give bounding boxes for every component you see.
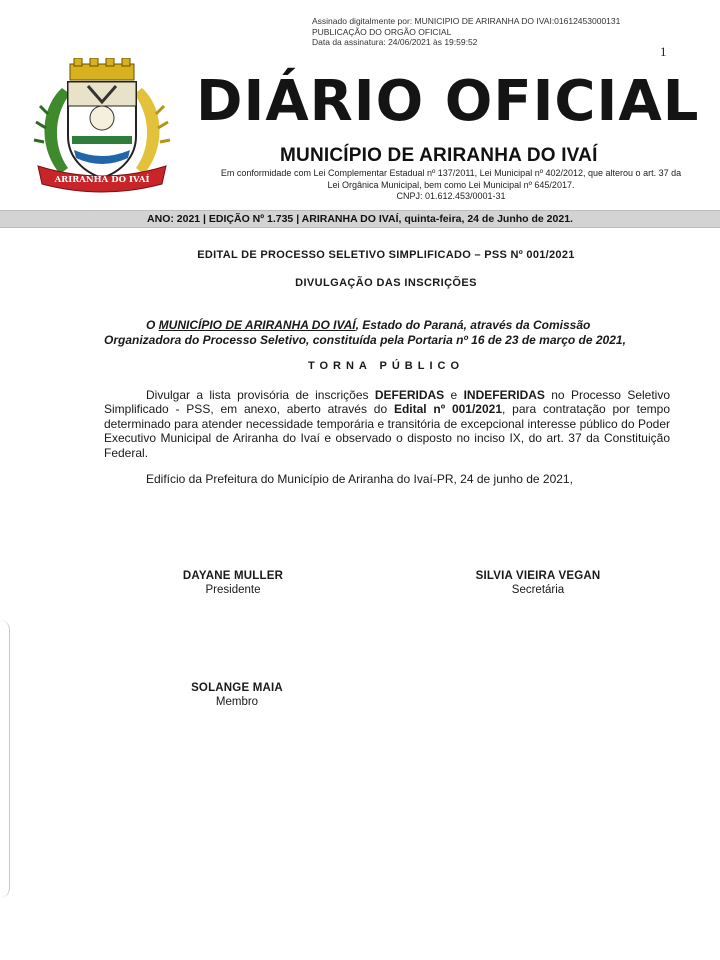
municipality-name: MUNICÍPIO DE ARIRANHA DO IVAÍ [280,145,598,166]
masthead-title: DIÁRIO OFICIAL [196,69,700,134]
signature-line-3: Data da assinatura: 24/06/2021 às 19:59:52 [312,37,478,47]
page-number: 1 [660,44,667,59]
body-edital-ref: Edital nº 001/2021 [393,402,502,417]
signer-name: DAYANE MULLER [182,570,284,582]
signer-role: Secretária [511,584,565,596]
edition-ribbon: ANO: 2021 | EDIÇÃO Nº 1.735 | ARIRANHA DO IVAÍ, quinta-feira, 24 de Junho de 2021. [0,210,720,228]
digital-signature-block [312,16,620,48]
body-text-2: e [444,388,464,402]
body-indeferidas: INDEFERIDAS [463,388,545,402]
municipal-crest-icon [32,58,172,198]
intro-municipio: MUNICÍPIO DE ARIRANHA DO IVAÍ [158,318,356,332]
cnpj: CNPJ: 01.612.453/0001-31 [396,191,506,201]
signer-name: SOLANGE MAIA [191,682,283,694]
svg-text:ARIRANHA DO IVAÍ: ARIRANHA DO IVAÍ [54,175,150,185]
intro-rest: , Estado do Paraná, através da Comissão Organizadora do Processo Seletivo, constituída pela Portaria nº 16 de 23 de março de 2021, [104,318,626,347]
body-text-4: , para contratação por tempo determinado para atender necessidade temporária e transitória de excepcional interesse público do Poder Executivo Municipal de Ariranha do Ivaí e observado o disposto no inciso IX, do art. 37 da Constituição Federal. [104,402,670,460]
place-and-date: Edifício da Prefeitura do Município de Ariranha do Ivaí-PR, 24 de junho de 2021, [146,472,573,486]
signer-president [160,569,306,597]
body-paragraph [104,388,670,460]
signer-name: SILVIA VIEIRA VEGAN [475,570,601,582]
body-deferidas: DEFERIDAS [374,388,445,402]
torna-publico-heading: TORNA PÚBLICO [307,360,465,372]
body-text-1: Divulgar a lista provisória de inscrições [146,388,375,402]
signature-line-1: Assinado digitalmente por: MUNICIPIO DE ARIRANHA DO IVAI:01612453000131 [312,16,621,26]
legal-line-2: Lei Orgânica Municipal, bem como Lei Municipal nº 645/2017. [327,179,575,190]
signature-line-2: PUBLICAÇÃO DO ORGÃO OFICIAL [312,26,452,37]
edital-title: EDITAL DE PROCESSO SELETIVO SIMPLIFICADO – PSS Nº 001/2021 [197,249,575,261]
intro-paragraph [104,318,670,348]
signer-secretary [458,569,618,597]
signer-member [172,681,302,709]
signer-role: Membro [215,696,259,708]
body-text-3: no Processo Seletivo Simplificado - PSS, em anexo, aberto através do [104,388,671,417]
intro-prefix: O [146,318,159,332]
edital-subtitle: DIVULGAÇÃO DAS INSCRIÇÕES [295,277,477,289]
legal-notice [196,168,706,203]
legal-line-1: Em conformidade com Lei Complementar Estadual nº 137/2011, Lei Municipal nº 402/2012, que alterou o art. 37 da [220,168,682,178]
signer-role: Presidente [205,584,261,596]
page-edge-divider [0,620,10,898]
